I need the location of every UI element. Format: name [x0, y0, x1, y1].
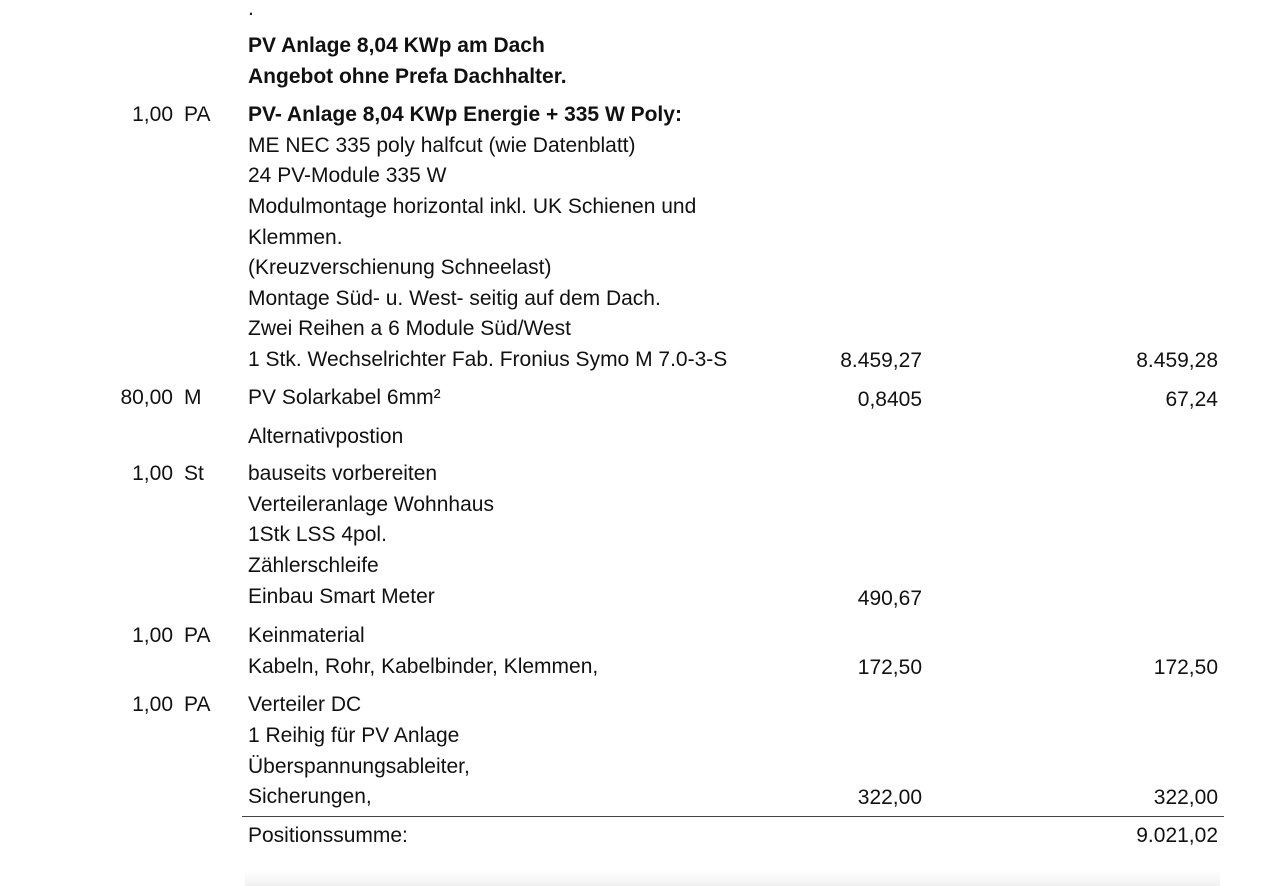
position-description-line: 1 Stk. Wechselrichter Fab. Fronius Symo M 7.0-3-S — [248, 348, 728, 371]
position-quantity: 1,00 — [132, 693, 173, 716]
position-description-line: 24 PV-Module 335 W — [248, 164, 447, 187]
position-description-line: Kabeln, Rohr, Kabelbinder, Klemmen, — [248, 655, 599, 678]
position-description-line: ME NEC 335 poly halfcut (wie Datenblatt) — [248, 134, 636, 157]
position-total: 172,50 — [1153, 656, 1218, 679]
position-description-line: Zählerschleife — [248, 554, 379, 577]
position-unit: PA — [184, 693, 211, 716]
position-unit-price: 322,00 — [857, 786, 922, 809]
position-description-line: Verteiler DC — [248, 693, 362, 716]
alternative-position-note: Alternativpostion — [248, 425, 404, 448]
position-quantity: 1,00 — [132, 462, 173, 485]
position-total: 322,00 — [1153, 786, 1218, 809]
position-description-line: Modulmontage horizontal inkl. UK Schienen und — [248, 195, 697, 218]
position-description-line: Sicherungen, — [248, 785, 372, 808]
position-description-line: 1 Reihig für PV Anlage — [248, 724, 460, 747]
position-description-line: PV Solarkabel 6mm² — [248, 386, 441, 409]
position-description-line: Zwei Reihen a 6 Module Süd/West — [248, 317, 571, 340]
position-title: PV- Anlage 8,04 KWp Energie + 335 W Poly: — [248, 103, 682, 126]
summary-label: Positionssumme: — [248, 824, 408, 847]
position-unit-price: 0,8405 — [857, 388, 922, 411]
heading-subtitle: Angebot ohne Prefa Dachhalter. — [248, 65, 567, 88]
position-description-line: Klemmen. — [248, 226, 343, 249]
position-description-line: Einbau Smart Meter — [248, 585, 435, 608]
position-unit-price: 172,50 — [857, 656, 922, 679]
position-quantity: 80,00 — [120, 386, 173, 409]
position-description-line: Verteileranlage Wohnhaus — [248, 493, 494, 516]
summary-total: 9.021,02 — [1136, 824, 1218, 847]
position-unit-price: 8.459,27 — [840, 349, 922, 372]
position-total: 67,24 — [1165, 388, 1218, 411]
position-total: 8.459,28 — [1136, 349, 1218, 372]
position-quantity: 1,00 — [132, 624, 173, 647]
page-bottom-shadow — [245, 870, 1220, 886]
position-unit-price: 490,67 — [857, 587, 922, 610]
position-description-line: Keinmaterial — [248, 624, 365, 647]
position-unit: PA — [184, 103, 211, 126]
position-unit: St — [184, 462, 204, 485]
position-description-line: (Kreuzverschienung Schneelast) — [248, 256, 552, 279]
position-quantity: 1,00 — [132, 103, 173, 126]
summary-divider — [242, 816, 1224, 817]
position-description-line: Montage Süd- u. West- seitig auf dem Dach. — [248, 287, 661, 310]
position-description-line: 1Stk LSS 4pol. — [248, 523, 387, 546]
position-unit: M — [184, 386, 202, 409]
heading-title: PV Anlage 8,04 KWp am Dach — [248, 34, 545, 57]
position-unit: PA — [184, 624, 211, 647]
stray-dot: . — [248, 0, 254, 20]
position-description-line: Überspannungsableiter, — [248, 755, 470, 778]
position-description-line: bauseits vorbereiten — [248, 462, 438, 485]
